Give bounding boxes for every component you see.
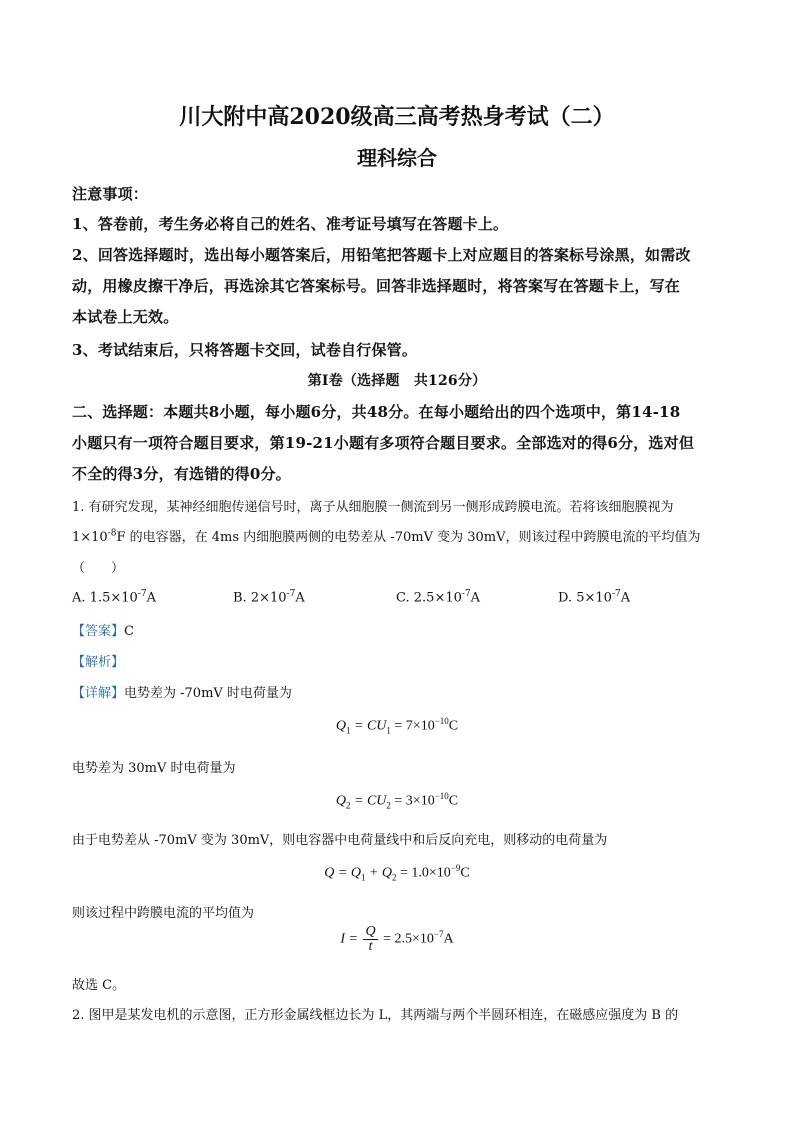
answer-tag: 【答案】: [72, 624, 125, 639]
question-2-line-1: 2. 图甲是某发电机的示意图，正方形金属线框边长为 L，其两端与两个半圆环相连，在磁感应强度为 B 的: [72, 1008, 679, 1023]
text-3: 由于电势差从 -70mV 变为 30mV，则电容器中电荷量线中和后反向充电，则移动的电荷量为: [72, 833, 608, 848]
conclusion: 故选 C。: [72, 978, 126, 993]
formula-current: I = $\frac{Q}{t}$ = $2.5\times 10^{-7}A$: [340, 924, 454, 954]
answer-value: C: [124, 624, 134, 639]
notice-item-2-line-3: 本试卷上无效。: [72, 308, 179, 326]
exam-title: 川大附中高2020级高三高考热身考试（二）: [179, 104, 615, 130]
option-d: D. $5\times 10^{-7}A$: [558, 589, 631, 606]
text-4: 则该过程中跨膜电流的平均值为: [72, 906, 255, 921]
notice-item-3: 3、考试结束后，只将答题卡交回，试卷自行保管。: [72, 341, 418, 359]
volume-heading: 第Ⅰ卷（选择题 共126分）: [307, 373, 487, 389]
notice-item-2-line-1: 2、回答选择题时，选出每小题答案后，用铅笔把答题卡上对应题目的答案标号涂黑，如需改: [72, 246, 691, 264]
section-intro-line-3: 不全的得3分，有选错的得0分。: [72, 465, 291, 483]
question-1-blank: （ ）: [72, 561, 125, 576]
question-1-line-1: 1. 有研究发现，某神经细胞传递信号时，离子从细胞膜一侧流到另一侧形成跨膜电流。若将该细胞膜视为: [72, 500, 674, 515]
option-b: B. $2\times 10^{-7}A$: [233, 589, 305, 606]
notice-item-1: 1、答卷前，考生务必将自己的姓名、准考证号填写在答题卡上。: [72, 215, 509, 233]
section-intro-line-1: 二、选择题：本题共8小题，每小题6分，共48分。在每小题给出的四个选项中，第14-18: [72, 403, 681, 421]
formula-q-total: $Q = Q_1 + Q_2 = 1.0\times 10^{-9}C$: [324, 863, 470, 883]
analysis-line: [72, 651, 722, 670]
detail-tag: 【详解】: [72, 686, 125, 701]
formula-q2: $Q_2 = CU_2 = 3\times 10^{-10}C$: [335, 791, 459, 811]
formula-q1: $Q_1 = CU_1 = 7\times 10^{-10}C$: [335, 716, 459, 736]
question-1-line-2: $1\times 10^{-8}F$ 的电容器，在 4ms 内细胞膜两侧的电势差从 -70mV 变为 30mV，则该过程中跨膜电流的平均值为: [72, 528, 701, 545]
text-2: 电势差为 30mV 时电荷量为: [72, 761, 236, 776]
detail-line: 【详解】电势差为 -70mV 时电荷量为: [72, 686, 292, 701]
analysis-tag: 【解析】: [72, 655, 125, 670]
option-a: A. $1.5\times 10^{-7}A$: [72, 589, 156, 606]
exam-subtitle: 理科综合: [357, 146, 437, 170]
option-c: C. $2.5\times 10^{-7}A$: [396, 589, 481, 606]
notice-heading: 注意事项：: [72, 185, 149, 203]
fraction: $\frac{Q}{t}$: [365, 924, 376, 954]
section-intro-line-2: 小题只有一项符合题目要求，第19-21小题有多项符合题目要求。全部选对的得6分，选对但: [72, 434, 695, 452]
notice-item-2-line-2: 动，用橡皮擦干净后，再选涂其它答案标号。回答非选择题时，将答案写在答题卡上，写在: [72, 277, 681, 295]
answer-line: [72, 620, 722, 639]
